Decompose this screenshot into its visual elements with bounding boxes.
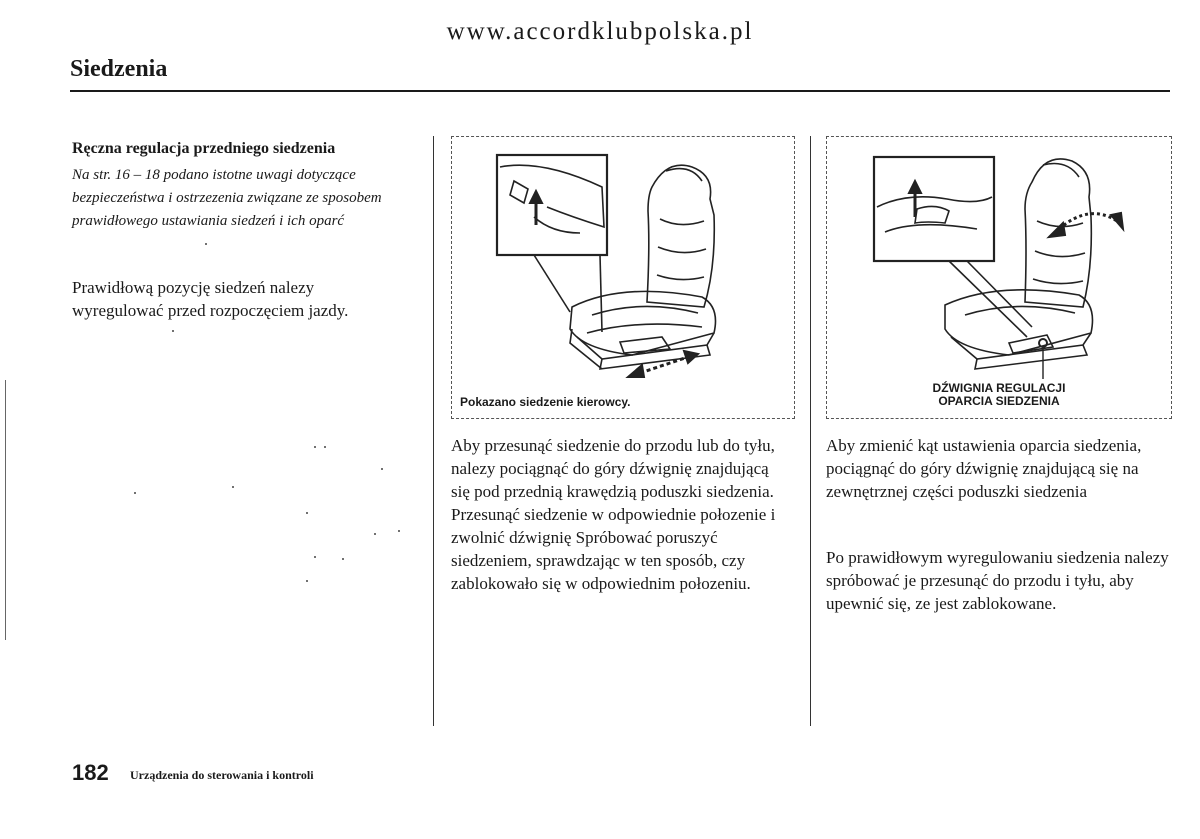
header-rule bbox=[70, 90, 1170, 92]
figure-caption-recline-lever bbox=[827, 382, 1171, 408]
header-url: www.accordklubpolska.pl bbox=[446, 18, 754, 45]
scan-speck bbox=[205, 243, 207, 245]
chapter-title: Urządzenia do sterowania i kontroli bbox=[130, 768, 314, 782]
slide-instructions: Aby przesunąć siedzenie do przodu lub do tyłu, nalezy pociągnąć do góry dźwignię znajdującą się pod przednią krawędzią poduszki siedzenia. Przesunąć siedzenie w odpowiednie połozenie i zwolnić dźwignię Spróbować poruszyć siedzeniem, sprawdzając w ten sposób, czy zablokowało się w odpowiednim połozeniu. bbox=[451, 436, 776, 593]
lock-check-instructions: Po prawidłowym wyregulowaniu siedzenia nalezy spróbować je przesunąć do przodu i tyłu, aby upewnić się, ze jest zablokowane. bbox=[826, 548, 1169, 613]
recline-instructions: Aby zmienić kąt ustawienia oparcia siedzenia, pociągnąć do góry dźwignię znajdującą się na zewnętrznej części poduszki siedzenia bbox=[826, 436, 1142, 501]
intro-paragraph: Prawidłową pozycję siedzeń nalezy wyregulować przed rozpoczęciem jazdy. bbox=[72, 278, 349, 320]
scan-speck bbox=[232, 486, 234, 488]
section-title: Siedzenia bbox=[70, 56, 168, 82]
column-divider-right bbox=[810, 136, 811, 726]
recline-lever-figure bbox=[826, 136, 1172, 419]
scan-speck bbox=[381, 468, 383, 470]
caption-line-2: OPARCIA SIEDZENIA bbox=[938, 394, 1060, 408]
page-number: 182 bbox=[72, 760, 109, 785]
scan-speck bbox=[134, 492, 136, 494]
seat-slide-illustration bbox=[452, 137, 794, 418]
recline-lever-illustration bbox=[827, 137, 1171, 418]
scan-speck bbox=[398, 530, 400, 532]
scan-speck bbox=[172, 330, 174, 332]
scan-edge-line bbox=[5, 380, 6, 640]
figure-caption-driver-seat: Pokazano siedzenie kierowcy. bbox=[460, 395, 631, 409]
scan-speck bbox=[342, 558, 344, 560]
safety-note: Na str. 16 – 18 podano istotne uwagi dotyczące bezpieczeństwa i ostrzezenia związane ze sposobem prawidłowego ustawiania siedzeń i ich oparć bbox=[72, 167, 382, 229]
scan-speck bbox=[324, 446, 326, 448]
scan-speck bbox=[306, 512, 308, 514]
column-divider-left bbox=[433, 136, 434, 726]
seat-slide-figure bbox=[451, 136, 795, 419]
scan-speck bbox=[306, 580, 308, 582]
caption-line-1: DŹWIGNIA REGULACJI bbox=[932, 381, 1066, 395]
scan-speck bbox=[374, 533, 376, 535]
scan-speck bbox=[314, 556, 316, 558]
scan-speck bbox=[314, 446, 316, 448]
subheading: Ręczna regulacja przedniego siedzenia bbox=[72, 140, 336, 157]
